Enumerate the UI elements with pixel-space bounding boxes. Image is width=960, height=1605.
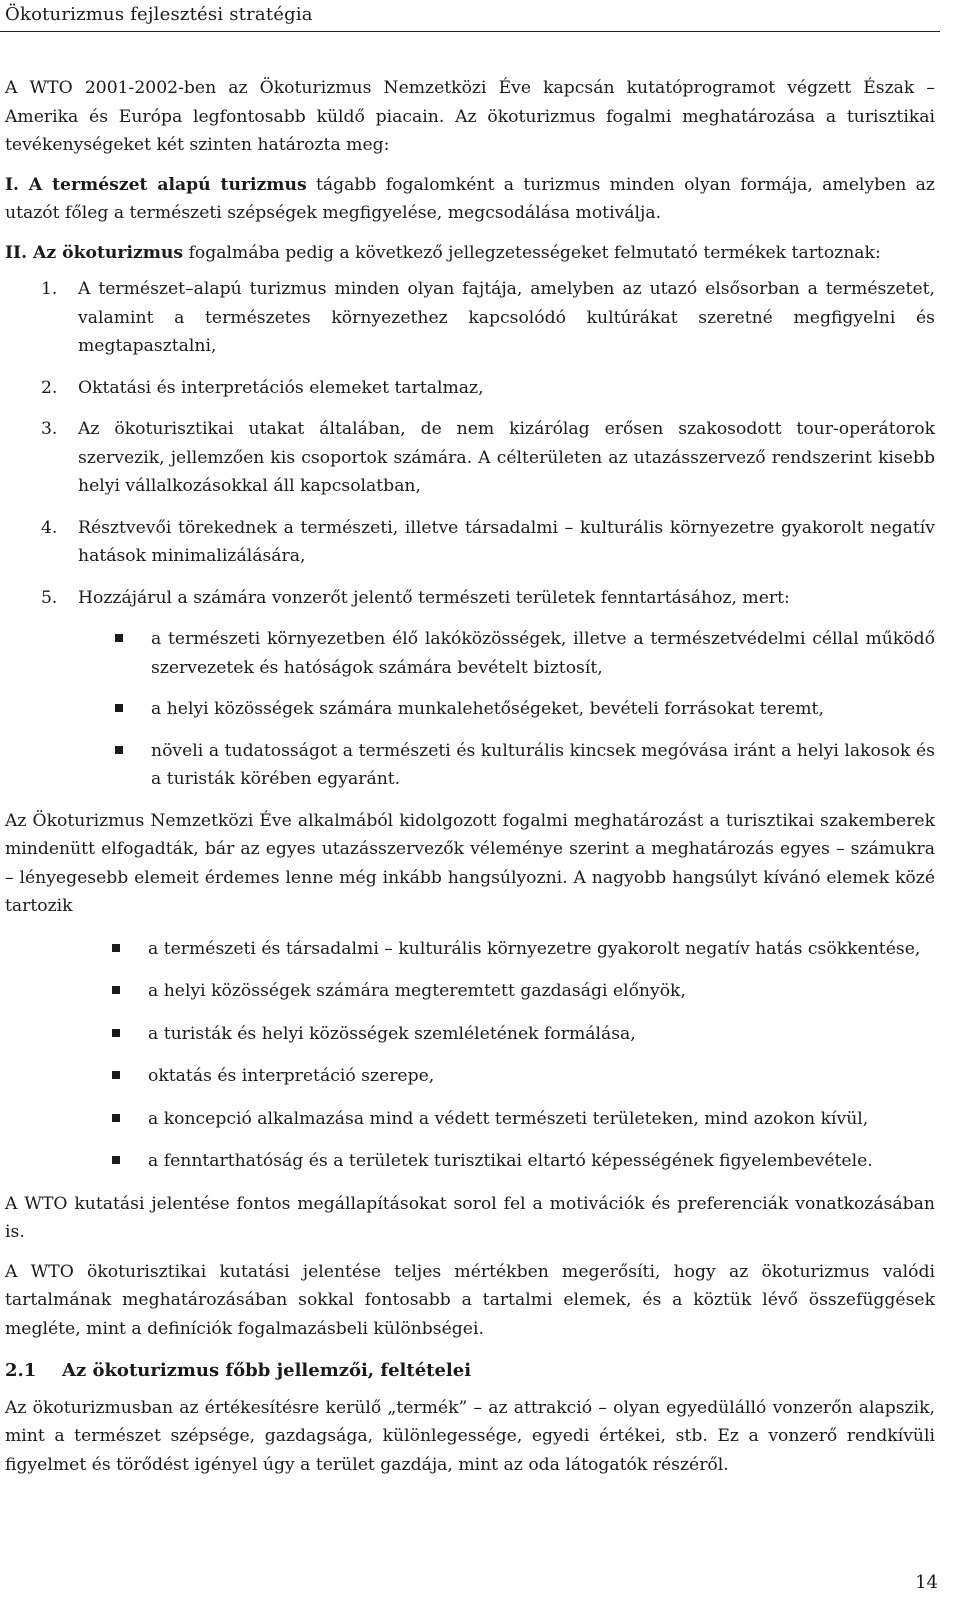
section-number: 2.1 bbox=[5, 1360, 37, 1381]
list-item bbox=[5, 275, 935, 361]
square-bullet-icon bbox=[112, 1029, 120, 1037]
document-body bbox=[5, 74, 935, 1490]
definition-level-2 bbox=[5, 239, 935, 268]
bullet-item bbox=[5, 625, 935, 682]
item-text: A természet–alapú turizmus minden olyan fajtája, amelyben az utazó elsősorban a természetet, valamint a természetes környezethez kapcsolódó kultúrákat szeretné megfigyelni és megtapasztalni, bbox=[78, 279, 935, 356]
bullet-item bbox=[5, 1020, 935, 1049]
bullet-text: a természeti és társadalmi – kulturális környezetre gyakorolt negatív hatás csökkentése, bbox=[148, 938, 921, 959]
bullet-item bbox=[5, 977, 935, 1006]
square-bullet-icon bbox=[112, 986, 120, 994]
list-item bbox=[5, 584, 935, 613]
maintenance-benefits-list bbox=[5, 625, 935, 794]
item-number: 5. bbox=[41, 587, 58, 608]
list-item bbox=[5, 415, 935, 501]
definition-level-1 bbox=[5, 171, 935, 228]
section-paragraph: Az ökoturizmusban az értékesítésre kerülő „termék” – az attrakció – olyan egyedülálló vonzerőn alapszik, mint a természet szépsége, gazdagsága, különlegessége, egyedi értékei, stb. Ez a vonzerő rendkívüli figyelmet és törődést igényel úgy a terület gazdája, mint az oda látogatók részéről. bbox=[5, 1397, 935, 1475]
definition-level-2-text: fogalmába pedig a következő jellegzetességeket felmutató termékek tartoznak: bbox=[183, 242, 881, 263]
bullet-text: oktatás és interpretáció szerepe, bbox=[148, 1066, 435, 1086]
item-text: Oktatási és interpretációs elemeket tartalmaz, bbox=[78, 377, 484, 398]
bullet-text: a helyi közösségek számára megteremtett gazdasági előnyök, bbox=[148, 981, 686, 1001]
bullet-item bbox=[5, 935, 935, 964]
section-heading bbox=[5, 1357, 935, 1386]
definition-level-2-label: II. Az ökoturizmus bbox=[5, 242, 184, 263]
list-item bbox=[5, 374, 935, 403]
bullet-text: a koncepció alkalmazása mind a védett természeti területeken, mind azokon kívül, bbox=[148, 1108, 869, 1129]
item-text: Résztvevői törekednek a természeti, illetve társadalmi – kulturális környezetre gyakorolt negatív hatások minimalizálására, bbox=[78, 517, 935, 566]
bullet-text: növeli a tudatosságot a természeti és kulturális kincsek megóvása iránt a helyi lakosok és a turisták körében egyaránt. bbox=[151, 740, 935, 789]
bullet-text: a fenntarthatóság és a területek turisztikai eltartó képességének figyelembevétele. bbox=[148, 1151, 873, 1171]
bullet-item bbox=[5, 737, 935, 794]
item-number: 1. bbox=[41, 279, 58, 299]
item-number: 2. bbox=[41, 377, 58, 398]
square-bullet-icon bbox=[115, 704, 123, 712]
item-text: Az ökoturisztikai utakat általában, de nem kizárólag erősen szakosodott tour-operátorok szervezik, jellemzően kis csoportok számára. A célterületen az utazásszervező rendszerint kisebb helyi vállalkozásokkal áll kapcsolatban, bbox=[78, 419, 935, 496]
report-paragraph-2: A WTO ökoturisztikai kutatási jelentése teljes mértékben megerősíti, hogy az ökoturizmus valódi tartalmának meghatározásában sokkal fontosabb a tartalmi elemek, és a köztük lévő összefüggések megléte, mint a definíciók fogalmazásbeli különbségei. bbox=[5, 1261, 935, 1339]
section-title: Az ökoturizmus főbb jellemzői, feltételei bbox=[62, 1360, 472, 1381]
definition-level-1-label: I. A természet alapú turizmus bbox=[5, 174, 307, 195]
square-bullet-icon bbox=[112, 1156, 120, 1164]
characteristics-list bbox=[5, 275, 935, 612]
bullet-item bbox=[5, 1105, 935, 1134]
intro-paragraph: A WTO 2001-2002-ben az Ökoturizmus Nemzetközi Éve kapcsán kutatóprogramot végzett Észak – Amerika és Európa legfontosabb küldő piacain. Az ökoturizmus fogalmi meghatározása a turisztikai tevékenységeket két szinten határozta meg: bbox=[5, 78, 935, 155]
running-header: Ökoturizmus fejlesztési stratégia bbox=[5, 4, 313, 25]
bullet-item bbox=[5, 1147, 935, 1176]
page-number: 14 bbox=[915, 1572, 938, 1593]
square-bullet-icon bbox=[115, 746, 123, 754]
item-number: 3. bbox=[41, 419, 58, 439]
item-text: Hozzájárul a számára vonzerőt jelentő természeti területek fenntartásához, mert: bbox=[78, 587, 790, 608]
bullet-text: a természeti környezetben élő lakóközösségek, illetve a természetvédelmi céllal működő szervezetek és hatóságok számára bevételt biztosít, bbox=[151, 629, 935, 678]
bullet-text: a turisták és helyi közösségek szemléletének formálása, bbox=[148, 1023, 636, 1044]
list-item bbox=[5, 514, 935, 571]
square-bullet-icon bbox=[115, 634, 123, 642]
emphasis-elements-list bbox=[5, 935, 935, 1176]
square-bullet-icon bbox=[112, 1114, 120, 1122]
consensus-paragraph: Az Ökoturizmus Nemzetközi Éve alkalmából kidolgozott fogalmi meghatározást a turisztikai szakemberek mindenütt elfogadták, bár az egyes utazásszervezők véleménye szerint a meghatározás egyes – számukra – lényegesebb elemeit érdemes lenne még inkább hangsúlyozni. A nagyobb hangsúlyt kívánó elemek közé tartozik bbox=[5, 810, 935, 916]
header-rule bbox=[0, 31, 940, 32]
bullet-item bbox=[5, 695, 935, 724]
definition-level-1-text: tágabb fogalomként a turizmus minden olyan formája, amelyben az utazót főleg a természeti szépségek megfigyelése, megcsodálása motiválja. bbox=[5, 174, 935, 223]
item-number: 4. bbox=[41, 517, 58, 538]
square-bullet-icon bbox=[112, 1071, 120, 1079]
report-paragraph-1: A WTO kutatási jelentése fontos megállapításokat sorol fel a motivációk és preferenciák vonatkozásában is. bbox=[5, 1193, 935, 1242]
bullet-text: a helyi közösségek számára munkalehetőségeket, bevételi forrásokat teremt, bbox=[151, 699, 824, 719]
bullet-item bbox=[5, 1062, 935, 1091]
square-bullet-icon bbox=[112, 944, 120, 952]
